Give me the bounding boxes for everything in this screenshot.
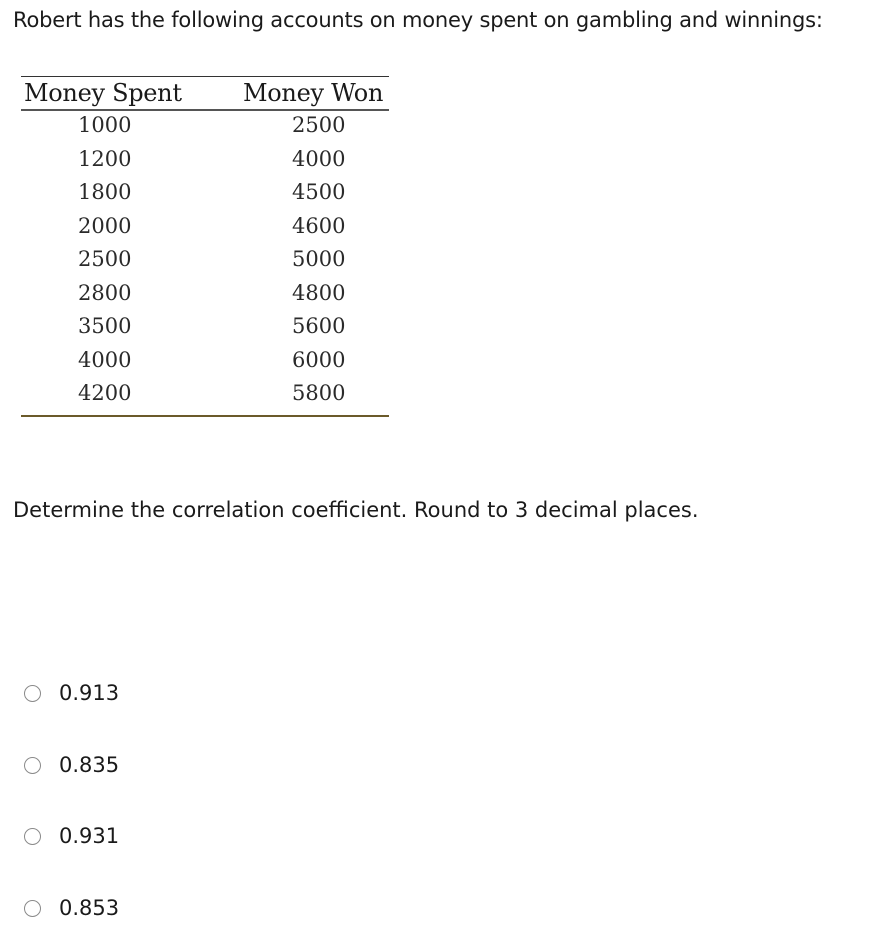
table-row bbox=[21, 111, 389, 145]
table-row bbox=[21, 212, 389, 246]
radio-button[interactable] bbox=[24, 685, 41, 702]
cell-money-won: 4000 bbox=[292, 146, 346, 171]
radio-button[interactable] bbox=[24, 900, 41, 917]
data-table bbox=[21, 76, 389, 417]
intro-text: Robert has the following accounts on money spent on gambling and winnings: bbox=[13, 8, 823, 32]
answer-option-label[interactable]: 0.931 bbox=[59, 824, 120, 848]
header-money-won: Money Won bbox=[243, 79, 384, 107]
answer-option-label[interactable]: 0.853 bbox=[59, 896, 120, 920]
radio-button[interactable] bbox=[24, 828, 41, 845]
cell-money-spent: 1000 bbox=[78, 113, 132, 137]
cell-money-spent: 1800 bbox=[78, 180, 132, 204]
table-row bbox=[21, 245, 389, 279]
answer-option-1[interactable] bbox=[24, 681, 119, 705]
table-row bbox=[21, 379, 389, 413]
cell-money-won: 5000 bbox=[292, 247, 346, 271]
cell-money-spent: 4200 bbox=[78, 381, 132, 405]
cell-money-won: 5600 bbox=[292, 314, 346, 338]
table-row bbox=[21, 145, 389, 179]
cell-money-spent: 2000 bbox=[78, 213, 132, 238]
answer-option-2[interactable] bbox=[24, 753, 119, 777]
table-row bbox=[21, 279, 389, 313]
cell-money-won: 2500 bbox=[292, 113, 346, 137]
answer-option-3[interactable] bbox=[24, 824, 119, 848]
cell-money-won: 4600 bbox=[292, 213, 346, 238]
cell-money-spent: 3500 bbox=[78, 314, 132, 338]
table-row bbox=[21, 178, 389, 212]
cell-money-spent: 2500 bbox=[78, 247, 132, 271]
cell-money-won: 5800 bbox=[292, 381, 346, 405]
cell-money-spent: 2800 bbox=[78, 280, 132, 305]
cell-money-won: 4500 bbox=[292, 180, 346, 204]
radio-button[interactable] bbox=[24, 757, 41, 774]
answer-option-4[interactable] bbox=[24, 896, 119, 920]
cell-money-won: 4800 bbox=[292, 280, 346, 305]
answer-option-label[interactable]: 0.913 bbox=[59, 681, 120, 705]
table-bottom-rule bbox=[21, 415, 389, 417]
cell-money-spent: 4000 bbox=[78, 347, 132, 372]
table-row bbox=[21, 312, 389, 346]
question-text: Determine the correlation coefficient. Round to 3 decimal places. bbox=[13, 498, 699, 522]
table-header bbox=[21, 77, 389, 109]
table-row bbox=[21, 346, 389, 380]
cell-money-won: 6000 bbox=[292, 347, 346, 372]
cell-money-spent: 1200 bbox=[78, 146, 132, 171]
header-money-spent: Money Spent bbox=[24, 79, 182, 107]
answer-option-label[interactable]: 0.835 bbox=[59, 753, 120, 777]
